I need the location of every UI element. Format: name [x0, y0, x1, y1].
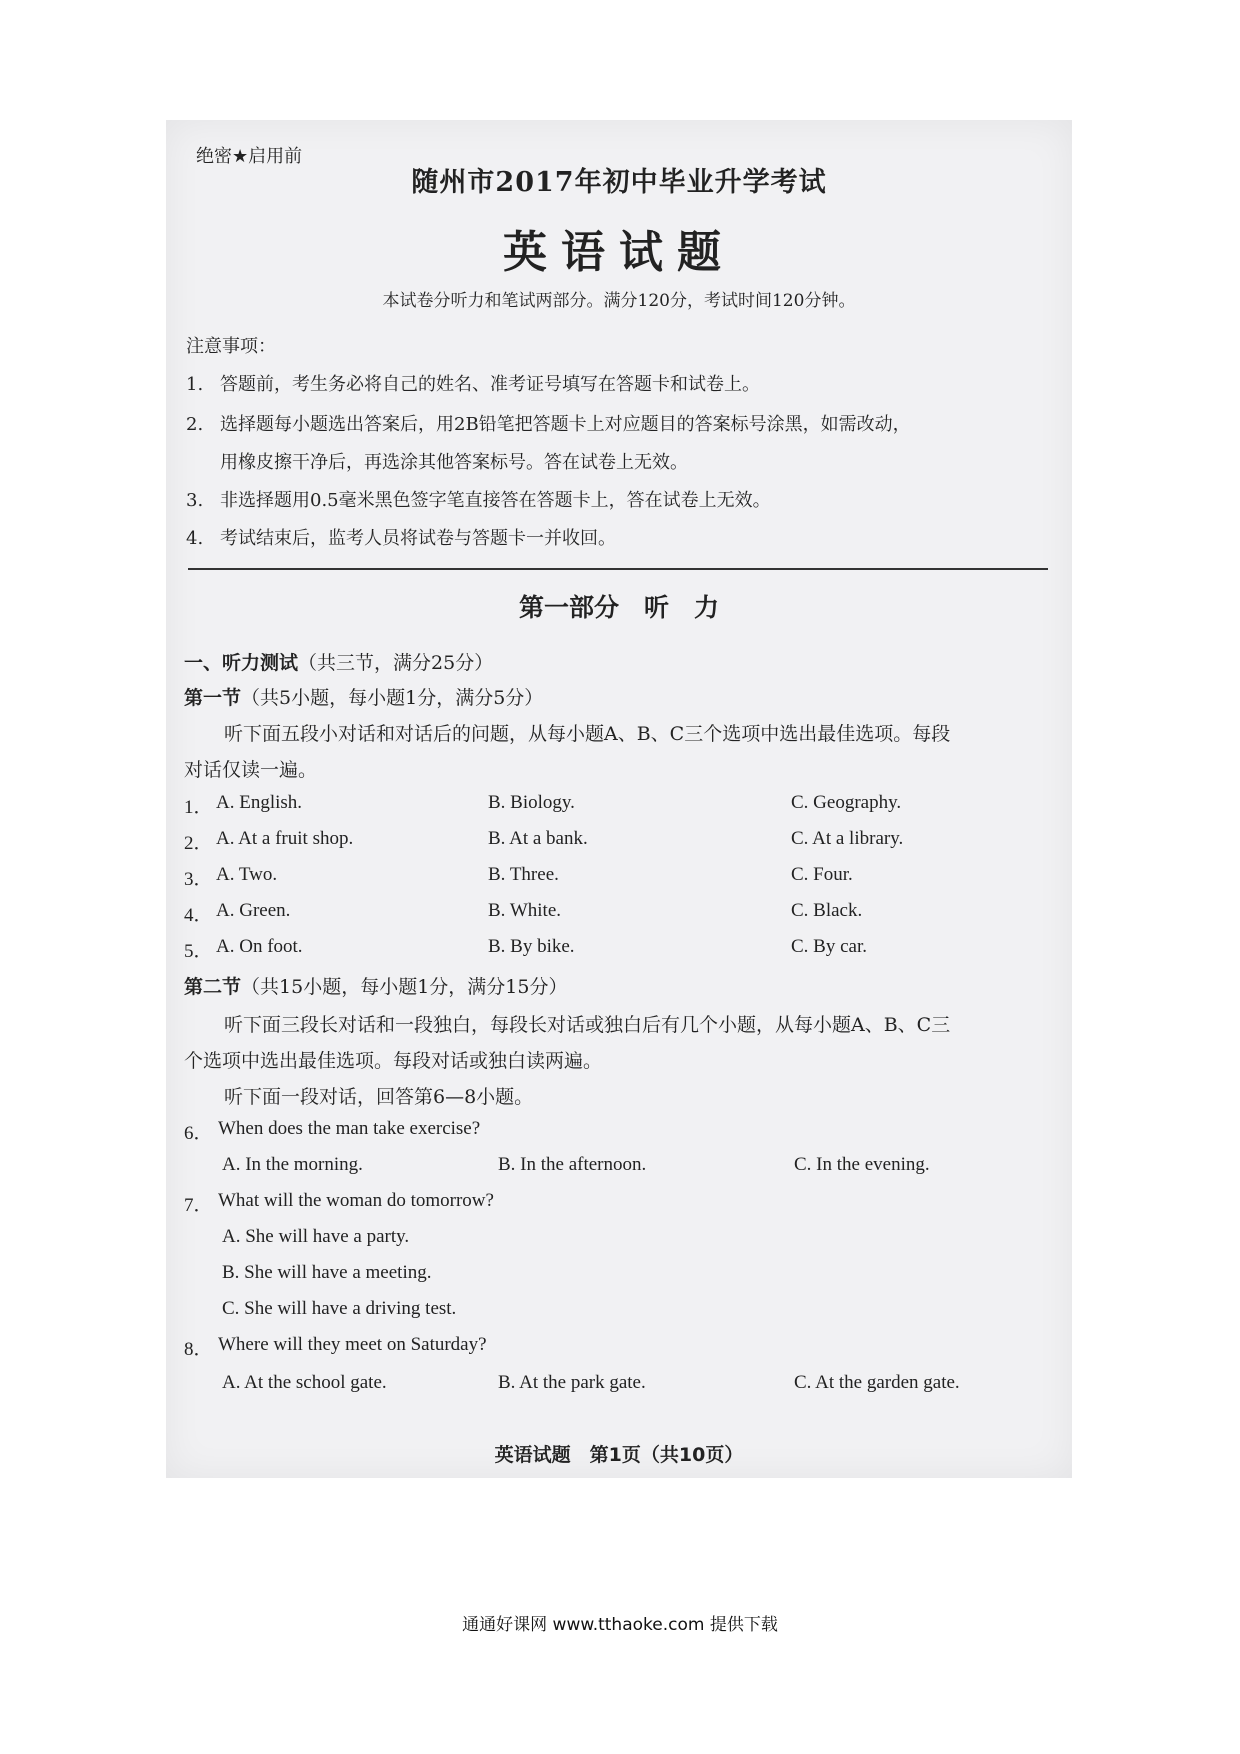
option-a: A. On foot. — [216, 936, 303, 957]
note-continuation: 用橡皮擦干净后，再选涂其他答案标号。答在试卷上无效。 — [220, 452, 688, 473]
option-b: B. In the afternoon. — [498, 1154, 647, 1175]
option-a: A. At a fruit shop. — [216, 828, 354, 849]
note-text: 非选择题用0.5毫米黑色签字笔直接答在答题卡上，答在试卷上无效。 — [220, 490, 771, 511]
option-b: B. She will have a meeting. — [222, 1262, 432, 1283]
instruction-line: 听下面五段小对话和对话后的问题，从每小题A、B、C三个选项中选出最佳选项。每段 — [224, 723, 951, 745]
note-text: 答题前，考生务必将自己的姓名、准考证号填写在答题卡和试卷上。 — [220, 374, 760, 395]
option-b: B. Biology. — [488, 792, 575, 813]
sub-instruction: 听下面一段对话，回答第6—8小题。 — [224, 1086, 534, 1108]
option-c: C. By car. — [791, 936, 867, 957]
instruction-line: 听下面三段长对话和一段独白，每段长对话或独白后有几个小题，从每小题A、B、C三 — [224, 1014, 951, 1036]
exam-intro: 本试卷分听力和笔试两部分。满分120分，考试时间120分钟。 — [382, 291, 856, 311]
question-number: 6． — [184, 1123, 213, 1144]
option-a: A. In the morning. — [222, 1154, 363, 1175]
secret-label: 绝密★启用前 — [196, 146, 303, 167]
section-heading-bold: 一、听力测试 — [184, 652, 299, 674]
note-number: 2. — [186, 414, 204, 435]
option-a: A. Green. — [216, 900, 291, 921]
note-number: 3. — [186, 490, 204, 511]
question-text: When does the man take exercise? — [218, 1118, 481, 1139]
section-heading — [184, 648, 493, 675]
question-number: 7． — [184, 1195, 213, 1216]
option-a: A. At the school gate. — [222, 1372, 387, 1393]
option-c: C. Black. — [791, 900, 863, 921]
note-item — [186, 370, 760, 396]
question-number: 5． — [184, 941, 213, 962]
option-b: B. At the park gate. — [498, 1372, 646, 1393]
notes-heading: 注意事项： — [186, 336, 276, 357]
note-item — [186, 486, 771, 512]
subsection-heading-bold: 第一节 — [184, 687, 242, 709]
subsection-heading — [184, 683, 543, 710]
note-text: 选择题每小题选出答案后，用2B铅笔把答题卡上对应题目的答案标号涂黑，如需改动， — [220, 414, 911, 435]
subsection-heading-rest: （共5小题，每小题1分，满分5分） — [241, 687, 544, 709]
exam-sheet — [166, 120, 1072, 1478]
note-number: 1. — [186, 374, 204, 395]
question-text: What will the woman do tomorrow? — [218, 1190, 494, 1211]
subsection-heading — [184, 972, 567, 999]
section-heading-rest: （共三节，满分25分） — [298, 652, 494, 674]
question-number: 2． — [184, 833, 213, 854]
option-a: A. She will have a party. — [222, 1226, 410, 1247]
subject-title: 英语试题 — [503, 227, 735, 278]
part-title: 第一部分 听 力 — [518, 593, 719, 622]
note-number: 4. — [186, 528, 204, 549]
question-number: 3． — [184, 869, 213, 890]
option-c: C. In the evening. — [794, 1154, 930, 1175]
exam-title: 随州市2017年初中毕业升学考试 — [411, 167, 827, 198]
option-b: B. Three. — [488, 864, 559, 885]
option-b: B. White. — [488, 900, 562, 921]
option-c: C. At a library. — [791, 828, 904, 849]
option-a: A. Two. — [216, 864, 278, 885]
option-b: B. At a bank. — [488, 828, 588, 849]
note-item — [186, 524, 616, 550]
subsection-heading-rest: （共15小题，每小题1分，满分15分） — [241, 976, 568, 998]
option-c: C. She will have a driving test. — [222, 1298, 457, 1319]
option-c: C. At the garden gate. — [794, 1372, 960, 1393]
note-text: 考试结束后，监考人员将试卷与答题卡一并收回。 — [220, 528, 616, 549]
question-text: Where will they meet on Saturday? — [218, 1334, 487, 1355]
question-number: 8． — [184, 1339, 213, 1360]
option-b: B. By bike. — [488, 936, 575, 957]
instruction-line: 对话仅读一遍。 — [184, 759, 318, 781]
option-c: C. Four. — [791, 864, 853, 885]
download-credit: 通通好课网 www.tthaoke.com 提供下载 — [462, 1615, 778, 1635]
instruction-line: 个选项中选出最佳选项。每段对话或独白读两遍。 — [184, 1050, 603, 1072]
option-a: A. English. — [216, 792, 303, 813]
subsection-heading-bold: 第二节 — [184, 976, 242, 998]
note-item — [186, 410, 911, 436]
page-footer: 英语试题 第1页（共10页） — [494, 1444, 744, 1466]
option-c: C. Geography. — [791, 792, 902, 813]
question-number: 4． — [184, 905, 213, 926]
divider-line — [188, 568, 1048, 570]
question-number: 1． — [184, 797, 213, 818]
